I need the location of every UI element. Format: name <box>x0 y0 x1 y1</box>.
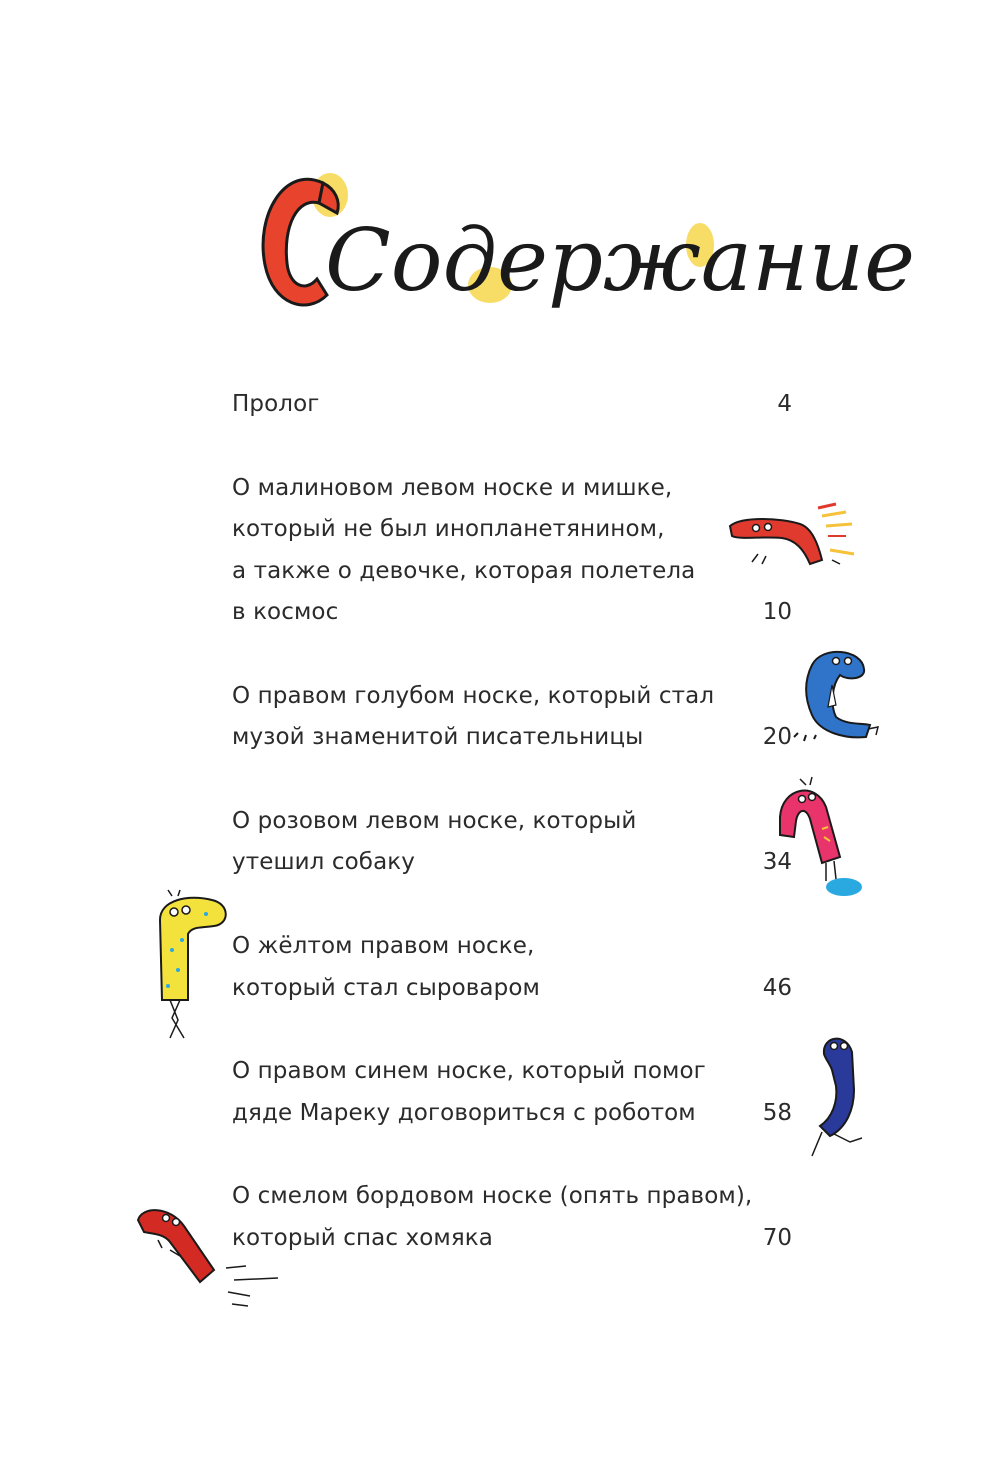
raspberry-sock-icon <box>722 494 862 574</box>
toc-entry-3-page: 20 <box>762 724 792 750</box>
toc-entry-2-line-3: а также о девочке, которая полетела <box>232 558 696 584</box>
toc-entry-2-line-4: в космос <box>232 599 339 625</box>
toc-entry-6-page: 58 <box>762 1100 792 1126</box>
toc-entry-3-line-2: музой знаменитой писательницы <box>232 724 644 750</box>
toc-entry-6-line-1: О правом синем носке, который помог <box>232 1058 706 1084</box>
burgundy-sock-icon <box>130 1200 280 1310</box>
toc-entry-4-line-1: О розовом левом носке, который <box>232 808 637 834</box>
pink-sock-icon <box>772 777 868 901</box>
toc-entry-2-page: 10 <box>762 599 792 625</box>
title-lettering <box>245 155 915 355</box>
dark-blue-sock-icon <box>802 1030 872 1165</box>
light-blue-sock-icon <box>792 645 882 745</box>
toc-entry-2-line-2: который не был инопланетянином, <box>232 516 665 542</box>
toc-entry-5-page: 46 <box>762 975 792 1001</box>
toc-entry-4-line-2: утешил собаку <box>232 849 415 875</box>
toc-entry-5-line-2: который стал сыроваром <box>232 975 540 1001</box>
page-title <box>245 155 915 355</box>
toc-entry-7-line-2: который спас хомяка <box>232 1225 493 1251</box>
page-title-text: Содержание <box>325 211 915 311</box>
toc-entry-7-line-1: О смелом бордовом носке (опять правом), <box>232 1183 753 1209</box>
toc-entry-7-page: 70 <box>762 1225 792 1251</box>
toc-entry-2-line-1: О малиновом левом носке и мишке, <box>232 475 673 501</box>
toc-entry-prologue-page: 4 <box>777 391 792 417</box>
toc-entry-prologue-title: Пролог <box>232 391 320 417</box>
toc-entry-6-line-2: дяде Мареку договориться с роботом <box>232 1100 696 1126</box>
toc-entry-5-line-1: О жёлтом правом носке, <box>232 933 535 959</box>
yellow-sock-icon <box>148 890 238 1045</box>
toc-entry-4-page: 34 <box>762 849 792 875</box>
toc-entry-3-line-1: О правом голубом носке, который стал <box>232 683 715 709</box>
